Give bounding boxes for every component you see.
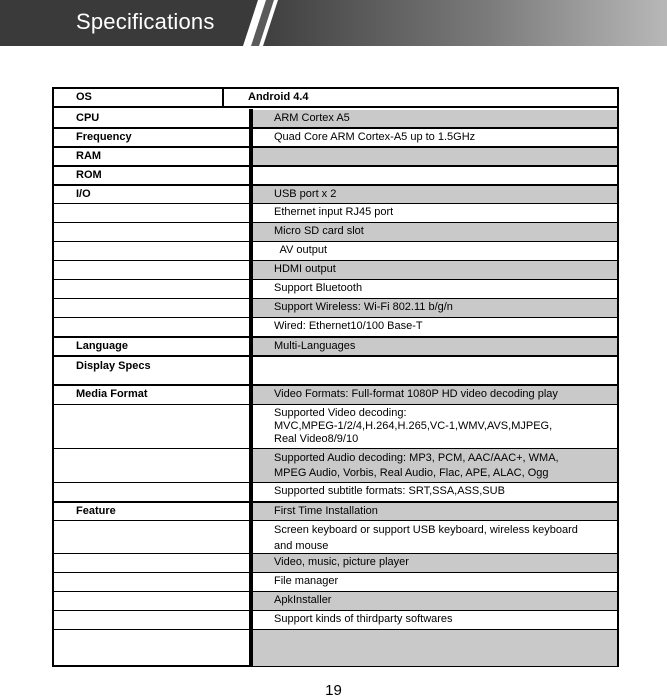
- spec-value: Multi-Languages: [253, 338, 617, 356]
- spec-value: [253, 167, 617, 185]
- spec-row-media-item: [54, 448, 617, 482]
- spec-row-io-item: [54, 317, 617, 336]
- spec-row-media-item: [54, 482, 617, 501]
- page-number: 19: [325, 682, 342, 699]
- spec-row-feature-empty: [54, 629, 617, 666]
- spec-value: Support Bluetooth: [274, 282, 363, 294]
- spec-row-feature-item: [54, 520, 617, 553]
- spec-value: USB port x 2: [253, 186, 617, 204]
- spec-value: Video Formats: Full-format 1080P HD video decoding play: [253, 386, 617, 405]
- spec-table: [52, 87, 619, 667]
- spec-row-io: [54, 184, 617, 204]
- spec-label: Display Specs: [76, 360, 151, 372]
- spec-label: Media Format: [76, 388, 148, 400]
- spec-row-media-format: [54, 384, 617, 405]
- spec-row-io-item: [54, 279, 617, 298]
- spec-value: Supported Video decoding: MVC,MPEG-1/2/4,H.264,H.265,VC-1,WMV,AVS,MJPEG, Real Video8/9/10: [274, 407, 553, 445]
- spec-row-io-item: [54, 241, 617, 260]
- spec-value: AV output: [274, 244, 328, 256]
- spec-row-io-item: [54, 298, 617, 317]
- spec-value: Supported Audio decoding: MP3, PCM, AAC/AAC+, WMA, MPEG Audio, Vorbis, Real Audio, Flac, APE, ALAC, Ogg: [253, 449, 617, 482]
- spec-value: Ethernet input RJ45 port: [274, 206, 394, 218]
- spec-label: ROM: [76, 169, 102, 181]
- spec-value: ARM Cortex A5: [253, 110, 617, 127]
- spec-row-media-item: [54, 404, 617, 448]
- spec-value: Support kinds of thirdparty softwares: [274, 613, 453, 625]
- spec-row-feature-item: [54, 572, 617, 591]
- spec-label: I/O: [76, 188, 91, 200]
- spec-row-display: [54, 355, 617, 385]
- spec-value: First Time Installation: [253, 503, 617, 521]
- spec-value: Support Wireless: Wi-Fi 802.11 b/g/n: [253, 299, 617, 317]
- spec-label: Language: [76, 340, 128, 352]
- spec-row-cpu: [54, 110, 617, 127]
- spec-value: [253, 148, 617, 166]
- spec-label: RAM: [76, 150, 102, 162]
- spec-value: Video, music, picture player: [253, 554, 617, 572]
- spec-value: Micro SD card slot: [253, 223, 617, 241]
- spec-row-rom: [54, 165, 617, 185]
- spec-row-ram: [54, 146, 617, 166]
- spec-label: OS: [76, 91, 92, 103]
- spec-value: ApkInstaller: [253, 592, 617, 610]
- header-banner: [0, 0, 667, 46]
- spec-value: Android 4.4: [248, 91, 309, 103]
- spec-row-frequency: [54, 127, 617, 147]
- spec-value: HDMI output: [253, 261, 617, 279]
- page-title: Specifications: [76, 9, 215, 34]
- spec-row-os: [54, 89, 617, 108]
- spec-row-feature-item: [54, 610, 617, 629]
- column-divider: [222, 89, 224, 107]
- spec-label: CPU: [76, 112, 100, 124]
- spec-row-io-item: [54, 222, 617, 241]
- column-divider: [249, 109, 253, 665]
- spec-row-io-item: [54, 260, 617, 279]
- spec-row-io-item: [54, 203, 617, 222]
- spec-row-language: [54, 336, 617, 356]
- spec-label: Frequency: [76, 131, 132, 143]
- spec-row-feature-item: [54, 591, 617, 610]
- spec-value: Wired: Ethernet10/100 Base-T: [274, 320, 423, 332]
- spec-row-feature: [54, 501, 617, 521]
- spec-value: Screen keyboard or support USB keyboard, wireless keyboard and mouse: [274, 524, 578, 552]
- spec-value-empty: [253, 630, 617, 666]
- spec-row-feature-item: [54, 553, 617, 572]
- spec-value: [253, 357, 617, 385]
- spec-value: Supported subtitle formats: SRT,SSA,ASS,SUB: [274, 485, 505, 497]
- spec-label: Feature: [76, 505, 116, 517]
- spec-value: File manager: [274, 575, 339, 587]
- spec-value: Quad Core ARM Cortex-A5 up to 1.5GHz: [274, 131, 476, 143]
